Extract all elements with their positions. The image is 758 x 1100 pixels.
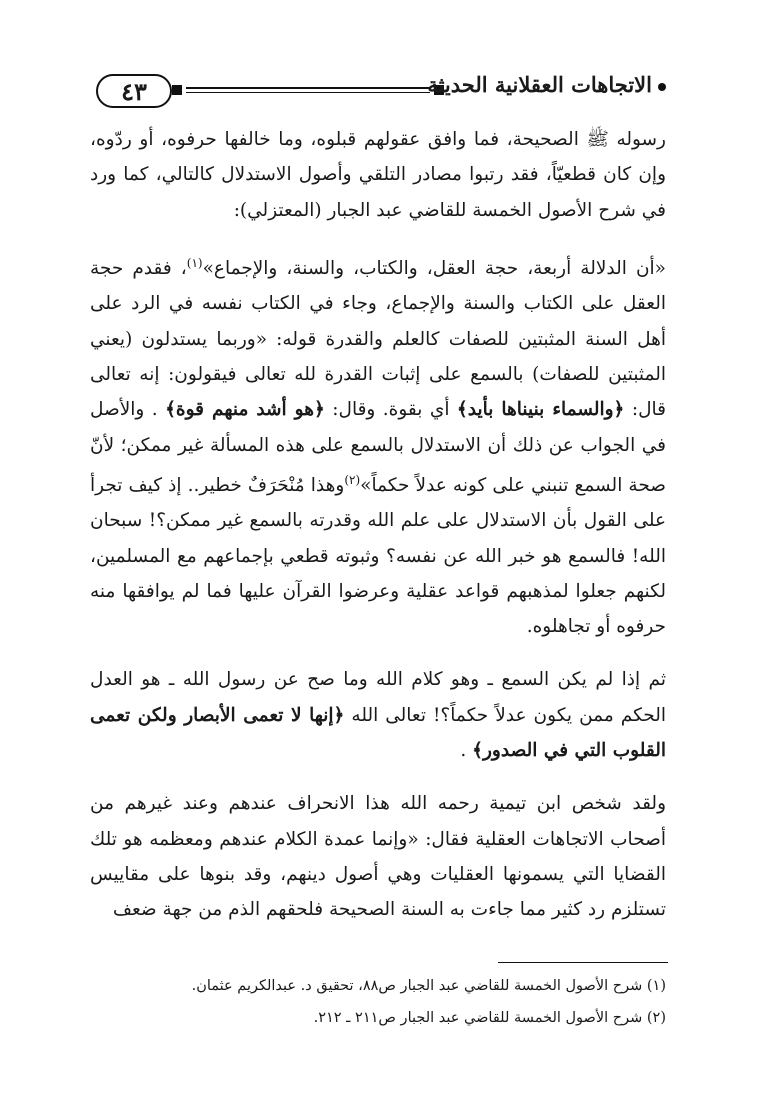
text-run: ، فقدم حجة العقل على الكتاب والسنة والإجماع، وجاء في الكتاب نفسه في الرد على أهل السنة المثبتين للصفات كالعلم والقدرة قوله: «وربما يستدلون (يعني المثبتين للصفات) بالسمع على إثبات القدرة لله تعالى فيقولون: إنه تعالى قال:	[90, 258, 666, 421]
text-run: أي بقوة. وقال:	[324, 399, 457, 421]
paragraph	[90, 662, 666, 768]
text-run: . والأصل في الجواب عن ذلك أن الاستدلال بالسمع على هذه المسألة غير ممكن؛ لأنّ صحة السمع تنبني على كونه عدلاً حكماً»	[90, 399, 666, 496]
footnote-separator	[498, 962, 668, 963]
paragraph	[90, 786, 666, 927]
footnote: (٢) شرح الأصول الخمسة للقاضي عبد الجبار ص٢١١ ـ ٢١٢.	[313, 1010, 666, 1026]
text-run: وهذا مُنْحَرَفٌ خطير.. إذ كيف تجرأ على القول بأن الاستدلال على علم الله وقدرته بالسمع غير ممكن؟! سبحان الله! فالسمع هو خبر الله عن نفسه؟ وثبوته قطعي بإجماعهم مع المسلمين، لكنهم جعلوا لمذهبهم قواعد عقلية وعرضوا القرآن عليها فما لم يوافقها منه حرفوه أو تجاهلوه.	[90, 474, 666, 638]
footnote-marker: (١)	[186, 255, 203, 270]
quran-verse: ﴿هو أشد منهم قوة﴾	[165, 399, 325, 421]
text-run: رسوله ﷺ الصحيحة، فما وافق عقولهم قبلوه، وما خالفها حرفوه، أو ردّوه، وإن كان قطعيّاً، فقد رتبوا مصادر التلقي وأصول الاستدلال كالتالي، كما ورد في شرح الأصول الخمسة للقاضي عبد الجبار (المعتزلي):	[90, 129, 666, 221]
running-header	[86, 72, 666, 114]
footnotes	[90, 970, 666, 1034]
header-rule	[172, 82, 444, 98]
footnote-marker: (٢)	[344, 472, 361, 487]
rule-square-left	[172, 85, 182, 95]
text-run: ثم إذا لم يكن السمع ـ وهو كلام الله وما صح عن رسول الله ـ هو العدل الحكم ممن يكون عدلاً حكماً؟! تعالى الله	[90, 669, 667, 726]
bullet-icon	[658, 83, 666, 91]
text-run: ولقد شخص ابن تيمية رحمه الله هذا الانحراف عندهم وعند غيرهم من أصحاب الاتجاهات العقلية فقال: «وإنما عمدة الكلام عندهم ومعظمه هو تلك القضايا التي يسمونها العقليات وهي أصول دينهم، وقد بنوها على مقاييس تستلزم رد كثير مما جاءت به السنة الصحيحة فلحقهم الذم من جهة ضعف	[90, 793, 666, 921]
paragraph	[90, 122, 666, 228]
text-run: «أن الدلالة أربعة، حجة العقل، والكتاب، والسنة، والإجماع»	[202, 258, 666, 280]
footnote: (١) شرح الأصول الخمسة للقاضي عبد الجبار ص٨٨، تحقيق د. عبدالكريم عثمان.	[191, 978, 666, 994]
body-text	[90, 122, 666, 928]
quran-verse: ﴿إنها لا تعمى الأبصار ولكن تعمى القلوب التي في الصدور﴾	[90, 704, 666, 762]
quran-verse: ﴿والسماء بنيناها بأيد﴾	[456, 399, 625, 421]
running-title	[427, 72, 666, 97]
paragraph	[90, 246, 666, 645]
running-title-text: الاتجاهات العقلانية الحديثة	[427, 72, 652, 97]
page-number: ٤٣	[96, 74, 172, 108]
text-run: .	[460, 740, 473, 762]
